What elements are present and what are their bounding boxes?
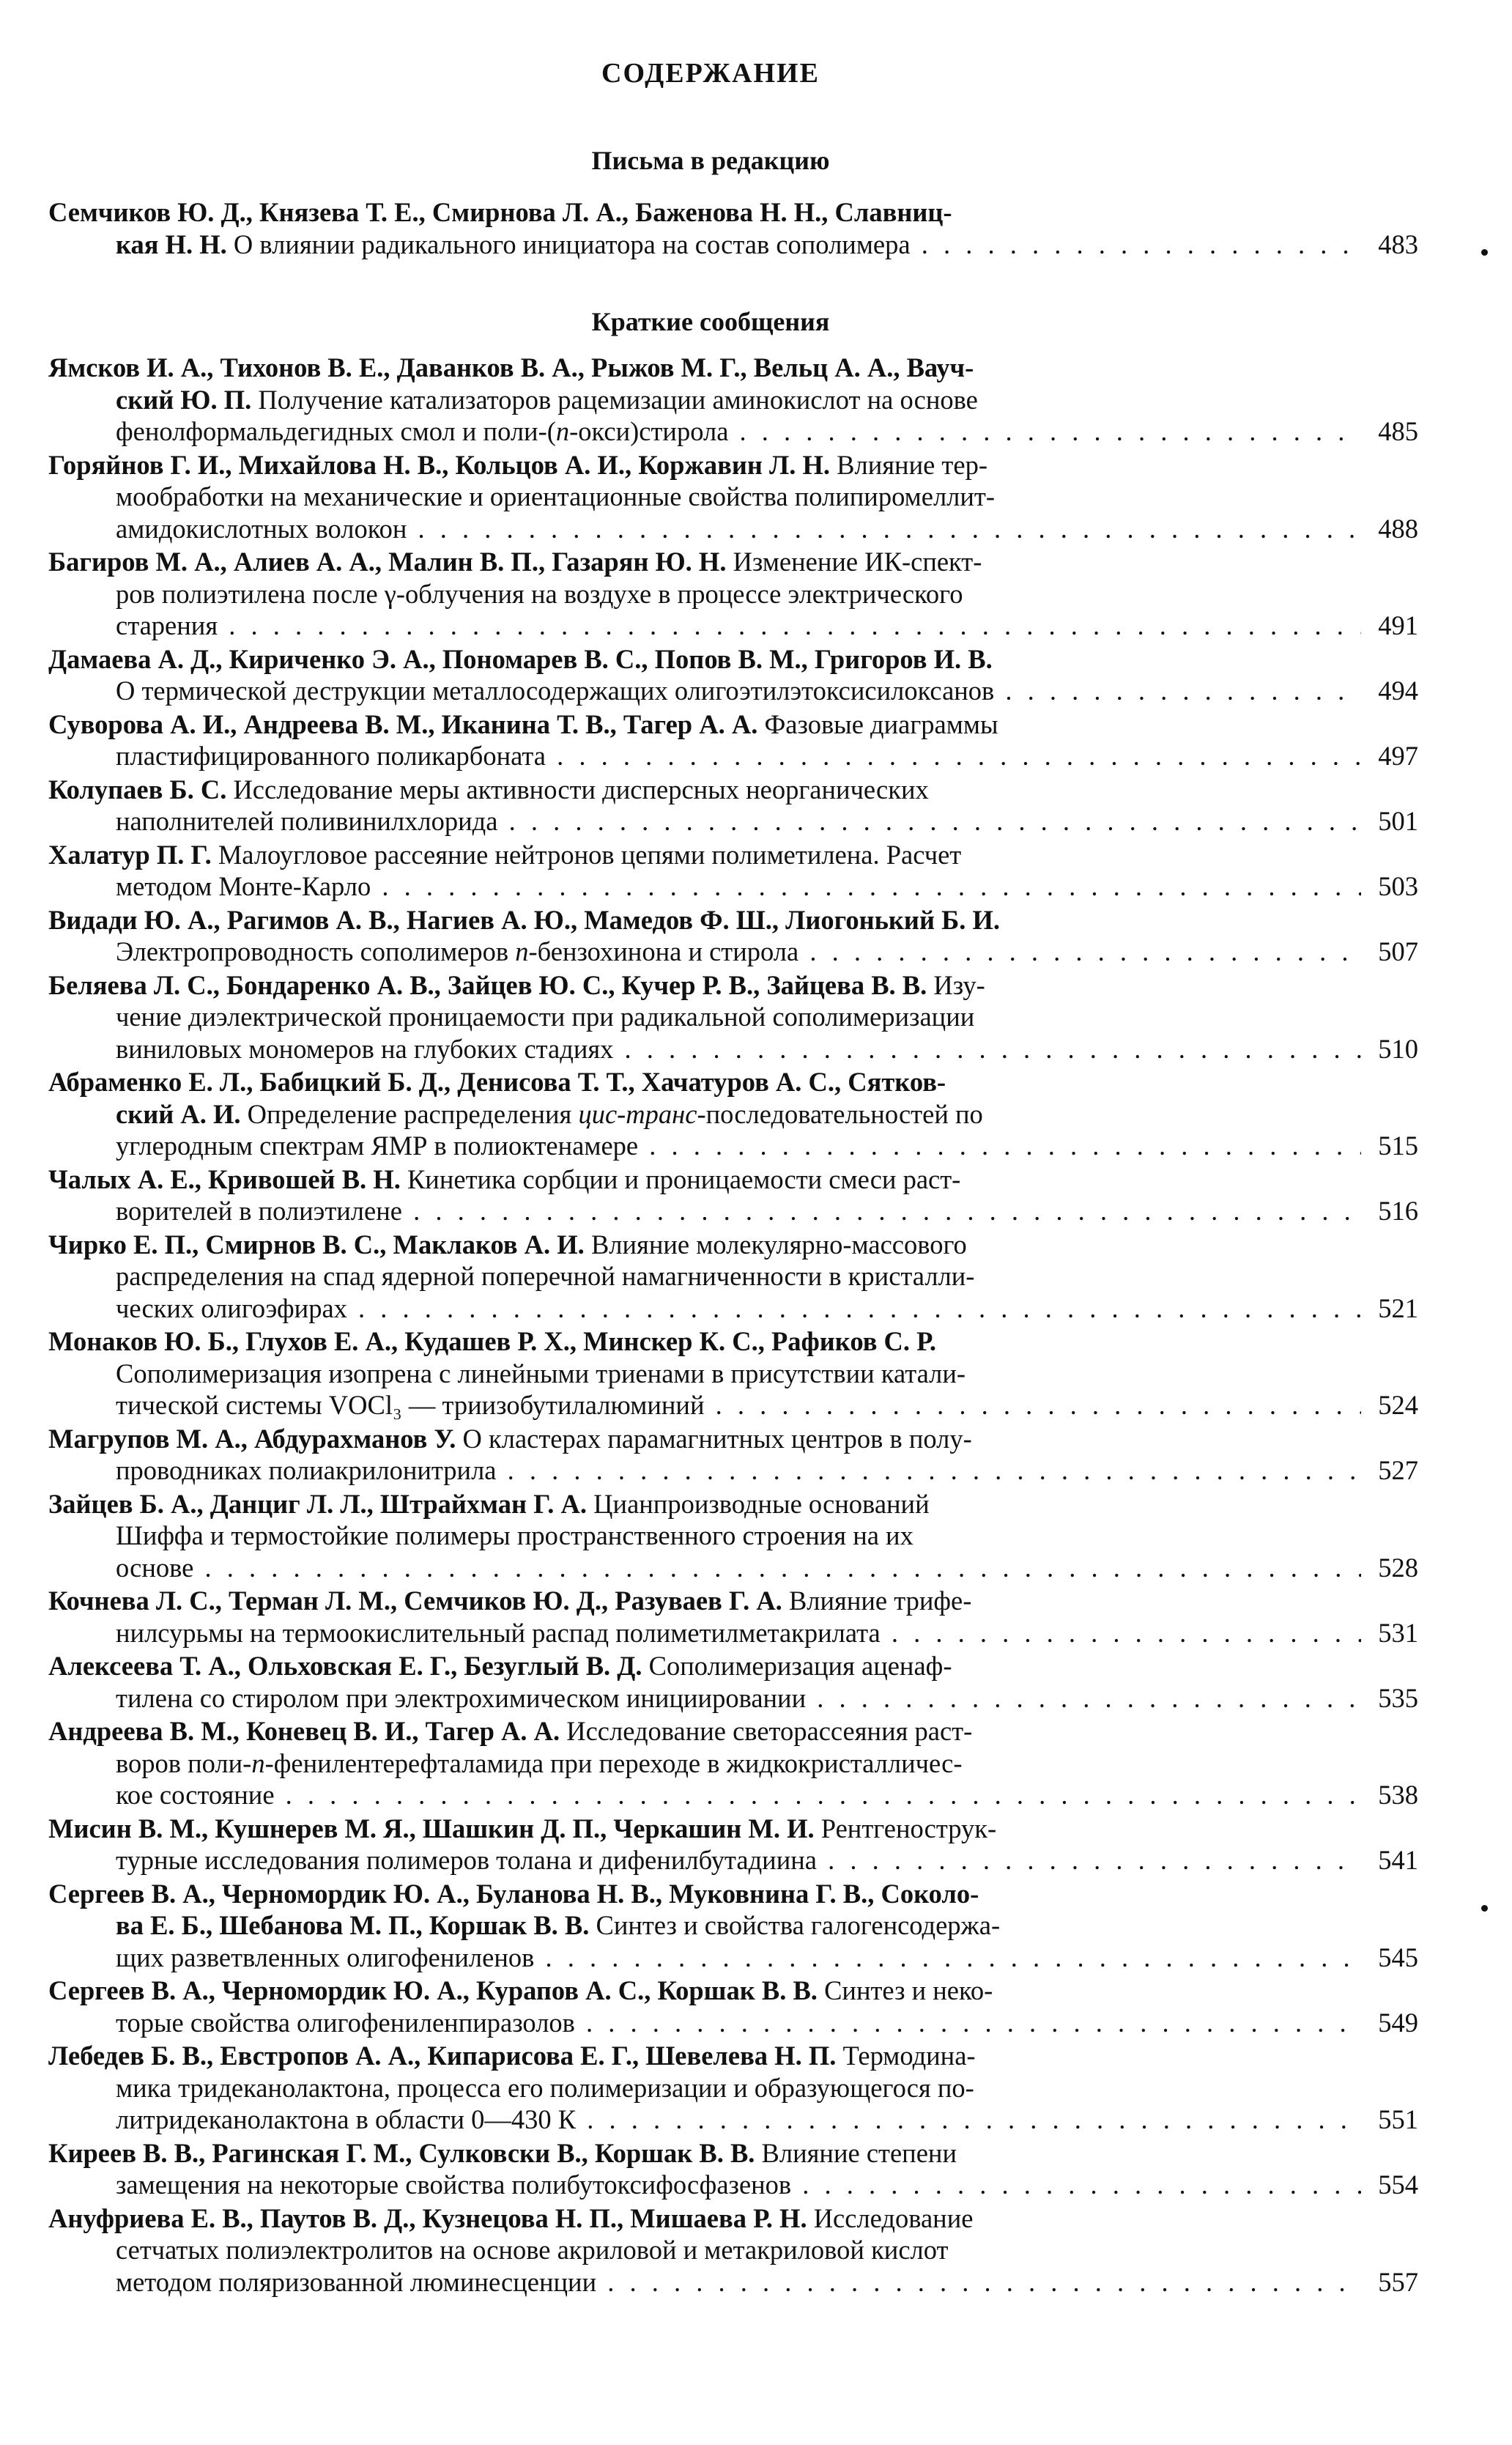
- entry-title-line: мика тридеканолактона, процесса его полимеризации и образующегося по-: [116, 2072, 974, 2103]
- entry-title-line: воров поли-п-фенилентерефталамида при переходе в жидкокристалличес-: [116, 1747, 963, 1778]
- page-number: 538: [1378, 1780, 1418, 1810]
- toc-entry: [48, 2137, 1477, 2201]
- entry-authors-line: Кочнева Л. С., Терман Л. М., Семчиков Ю. Д., Разуваев Г. А. Влияние трифе-: [48, 1586, 972, 1616]
- page-number: 494: [1378, 676, 1418, 706]
- page-number: 527: [1378, 1455, 1418, 1485]
- page-number: 503: [1378, 871, 1418, 901]
- entry-authors-line: Сергеев В. А., Черномордик Ю. А., Курапов А. С., Коршак В. В. Синтез и неко-: [48, 1975, 993, 2005]
- page-number: 497: [1378, 741, 1418, 771]
- entry-title-line: щих разветвленных олигофениленов . . .: [48, 1942, 1361, 1974]
- entry-authors-line: Горяйнов Г. И., Михайлова Н. В., Кольцов А. И., Коржавин Л. Н. Влияние тер-: [48, 449, 987, 480]
- entry-title-line: Шиффа и термостойкие полимеры пространственного строения на их: [116, 1520, 914, 1550]
- margin-mark: [1481, 249, 1488, 256]
- entry-title-line: ческих олигоэфирах . . .: [48, 1292, 1361, 1325]
- entry-title-line: распределения на спад ядерной поперечной намагниченности в кристалли-: [116, 1261, 975, 1291]
- entry-authors-line: Чалых А. Е., Кривошей В. Н. Кинетика сорбции и проницаемости смеси раст-: [48, 1164, 961, 1194]
- toc-entry: [48, 1229, 1477, 1325]
- toc-entry: [48, 969, 1477, 1065]
- page-number: 541: [1378, 1845, 1418, 1875]
- entry-title-line: тилена со стиролом при электрохимическом инициировании . . .: [48, 1682, 1361, 1715]
- entry-authors-line: Ямсков И. А., Тихонов В. Е., Даванков В. А., Рыжов М. Г., Вельц А. А., Вауч-: [48, 352, 974, 382]
- entry-authors-line: Колупаев Б. С. Исследование меры активности дисперсных неорганических: [48, 774, 929, 804]
- entry-authors-line: Киреев В. В., Рагинская Г. М., Сулковски В., Коршак В. В. Влияние степени: [48, 2137, 957, 2168]
- page-number: 491: [1378, 610, 1418, 640]
- toc-entry: [48, 1423, 1477, 1487]
- toc-entry: [48, 904, 1477, 968]
- entry-title-line: О термической деструкции металлосодержащих олигоэтилэтоксисилоксанов . . .: [48, 675, 1361, 707]
- toc-entry: [48, 1325, 1477, 1421]
- entry-authors-line: Мисин В. М., Кушнерев М. Я., Шашкин Д. П., Черкашин М. И. Рентгенострук-: [48, 1813, 997, 1843]
- entry-title-line: фенолформальдегидных смол и поли-(п-окси)стирола . . .: [48, 415, 1361, 448]
- entry-authors-line: Суворова А. И., Андреева В. М., Иканина Т. В., Тагер А. А. Фазовые диаграммы: [48, 709, 998, 739]
- toc-entry: [48, 1066, 1477, 1162]
- entry-authors-line: Абраменко Е. Л., Бабицкий Б. Д., Денисова Т. Т., Хачатуров А. С., Сятков-: [48, 1067, 946, 1097]
- entry-title-line: Электропроводность сополимеров п-бензохинона и стирола . . .: [48, 936, 1361, 968]
- toc-entry: [48, 1813, 1477, 1876]
- page-number: 510: [1378, 1033, 1418, 1064]
- toc-entry: [48, 2040, 1477, 2136]
- toc-entry: [48, 1975, 1477, 2038]
- page-number: 528: [1378, 1552, 1418, 1583]
- entry-authors-line: Магрупов М. А., Абдурахманов У. О кластерах парамагнитных центров в полу-: [48, 1423, 972, 1454]
- entry-title-line: замещения на некоторые свойства полибутоксифосфазенов . . .: [48, 2169, 1361, 2201]
- entry-authors-line: Видади Ю. А., Рагимов А. В., Нагиев А. Ю., Мамедов Ф. Ш., Лиогонький Б. И.: [48, 904, 1001, 935]
- entry-title-line: кое состояние . . .: [48, 1779, 1361, 1811]
- entry-authors-line: Зайцев Б. А., Данциг Л. Л., Штрайхман Г. А. Цианпроизводные оснований: [48, 1488, 930, 1519]
- entry-title-line: пластифицированного поликарбоната . . .: [48, 740, 1361, 772]
- entry-title-line: методом Монте-Карло . . .: [48, 870, 1361, 903]
- page-number: 535: [1378, 1682, 1418, 1713]
- entry-title-line: Сополимеризация изопрена с линейными триенами в присутствии катали-: [116, 1358, 966, 1388]
- entry-authors-line: Андреева В. М., Коневец В. И., Тагер А. А. Исследование светорассеяния раст-: [48, 1716, 973, 1746]
- entry-authors-line: Алексеева Т. А., Ольховская Е. Г., Безуглый В. Д. Сополимеризация аценаф-: [48, 1651, 952, 1681]
- entry-title-line: торые свойства олигофениленпиразолов . . .: [48, 2007, 1361, 2039]
- entry-title-line: ров полиэтилена после γ-облучения на воздухе в процессе электрического: [116, 578, 963, 609]
- entry-title-line: виниловых мономеров на глубоких стадиях . . .: [48, 1033, 1361, 1065]
- entry-title-line: методом поляризованной люминесценции . . .: [48, 2266, 1361, 2298]
- entry-title-line: сетчатых полиэлектролитов на основе акриловой и метакриловой кислот: [116, 2235, 949, 2265]
- entry-authors-line: Чирко Е. П., Смирнов В. С., Маклаков А. И. Влияние молекулярно-массового: [48, 1229, 967, 1260]
- toc-entry: [48, 643, 1477, 707]
- entry-authors-line: Лебедев Б. В., Евстропов А. А., Кипарисова Е. Г., Шевелева Н. П. Термодина-: [48, 2041, 976, 2071]
- entry-title-line: нилсурьмы на термоокислительный распад полиметилметакрилата . . .: [48, 1617, 1361, 1649]
- entry-authors-line: Багиров М. А., Алиев А. А., Малин В. П., Газарян Ю. Н. Изменение ИК-спект-: [48, 547, 982, 577]
- entry-authors-line: Беляева Л. С., Бондаренко А. В., Зайцев Ю. С., Кучер Р. В., Зайцева В. В. Изу-: [48, 969, 985, 1000]
- entry-title-line: кая Н. Н. О влиянии радикального инициатора на состав сополимера . . .: [48, 229, 1361, 261]
- page-title: СОДЕРЖАНИЕ: [601, 58, 820, 89]
- entry-authors-line: Сергеев В. А., Черномордик Ю. А., Буланова Н. В., Муковнина Г. В., Соколо-: [48, 1878, 979, 1909]
- entry-title-line: амидокислотных волокон . . .: [48, 513, 1361, 545]
- page-number: 515: [1378, 1131, 1418, 1161]
- toc-entry: [48, 1650, 1477, 1714]
- entry-authors-line: Семчиков Ю. Д., Князева Т. Е., Смирнова Л. А., Баженова Н. Н., Славниц-: [48, 197, 952, 227]
- entry-title-line: чение диэлектрической проницаемости при радикальной сополимеризации: [116, 1002, 975, 1032]
- entry-title-line: проводниках полиакрилонитрила . . .: [48, 1454, 1361, 1487]
- entry-title-line: ский Ю. П. Получение катализаторов рацемизации аминокислот на основе: [116, 384, 978, 415]
- page-number: 507: [1378, 936, 1418, 966]
- toc-entry: [48, 352, 1477, 448]
- entry-title-line: мообработки на механические и ориентационные свойства полипиромеллит-: [116, 481, 996, 511]
- page-number: 554: [1378, 2170, 1418, 2200]
- page-number: 516: [1378, 1196, 1418, 1226]
- page-number: 524: [1378, 1390, 1418, 1420]
- entry-title-line: литридеканолактона в области 0—430 К . . .: [48, 2104, 1361, 2136]
- entry-authors-line: Халатур П. Г. Малоугловое рассеяние нейтронов цепями полиметилена. Расчет: [48, 839, 962, 870]
- page-number: 488: [1378, 513, 1418, 544]
- toc-entry: [48, 1878, 1477, 1974]
- page-number: 557: [1378, 2266, 1418, 2297]
- toc-entry: [48, 1488, 1477, 1584]
- page-number: 551: [1378, 2104, 1418, 2134]
- entry-authors-line: Ануфриева Е. В., Паутов В. Д., Кузнецова Н. П., Мишаева Р. Н. Исследование: [48, 2202, 974, 2233]
- entry-title-line: ворителей в полиэтилене . . .: [48, 1195, 1361, 1227]
- section-heading: Письма в редакцию: [591, 146, 830, 175]
- entry-title-line: наполнителей поливинилхлорида . . .: [48, 805, 1361, 837]
- toc-entry: [48, 449, 1477, 545]
- toc-entry: [48, 1715, 1477, 1811]
- entry-authors-line: Монаков Ю. Б., Глухов Е. А., Кудашев Р. Х., Минскер К. С., Рафиков С. Р.: [48, 1326, 937, 1356]
- toc-entry: [48, 709, 1477, 772]
- entry-title-line: углеродным спектрам ЯМР в полиоктенамере . . .: [48, 1130, 1361, 1162]
- page-number: 521: [1378, 1292, 1418, 1323]
- page-number: 501: [1378, 806, 1418, 836]
- entry-title-line: ва Е. Б., Шебанова М. П., Коршак В. В. Синтез и свойства галогенсодержа-: [116, 1910, 1001, 1940]
- page-number: 531: [1378, 1617, 1418, 1648]
- toc-entry: [48, 839, 1477, 903]
- section-heading: Краткие сообщения: [591, 307, 830, 336]
- page-number: 549: [1378, 2007, 1418, 2038]
- toc-entry: [48, 1164, 1477, 1227]
- page-number: 545: [1378, 1942, 1418, 1972]
- entry-title-line: основе . . .: [48, 1552, 1361, 1584]
- toc-entry: [48, 546, 1477, 642]
- toc-entry: [48, 1585, 1477, 1649]
- entry-title-line: тической системы VOCl₃ — триизобутилалюминий . . .: [48, 1389, 1361, 1421]
- entry-title-line: турные исследования полимеров толана и дифенилбутадиина . . .: [48, 1844, 1361, 1876]
- entry-authors-line: Дамаева А. Д., Кириченко Э. А., Пономарев В. С., Попов В. М., Григоров И. В.: [48, 643, 993, 674]
- page-number: 483: [1378, 229, 1418, 259]
- toc-entry: [48, 774, 1477, 837]
- page-number: 485: [1378, 416, 1418, 446]
- entry-title-line: ский А. И. Определение распределения цис-транс-последовательностей по: [116, 1098, 983, 1129]
- toc-entry: [48, 196, 1477, 260]
- entry-title-line: старения . . .: [48, 610, 1361, 642]
- margin-mark: [1481, 1905, 1488, 1912]
- toc-entry: [48, 2202, 1477, 2298]
